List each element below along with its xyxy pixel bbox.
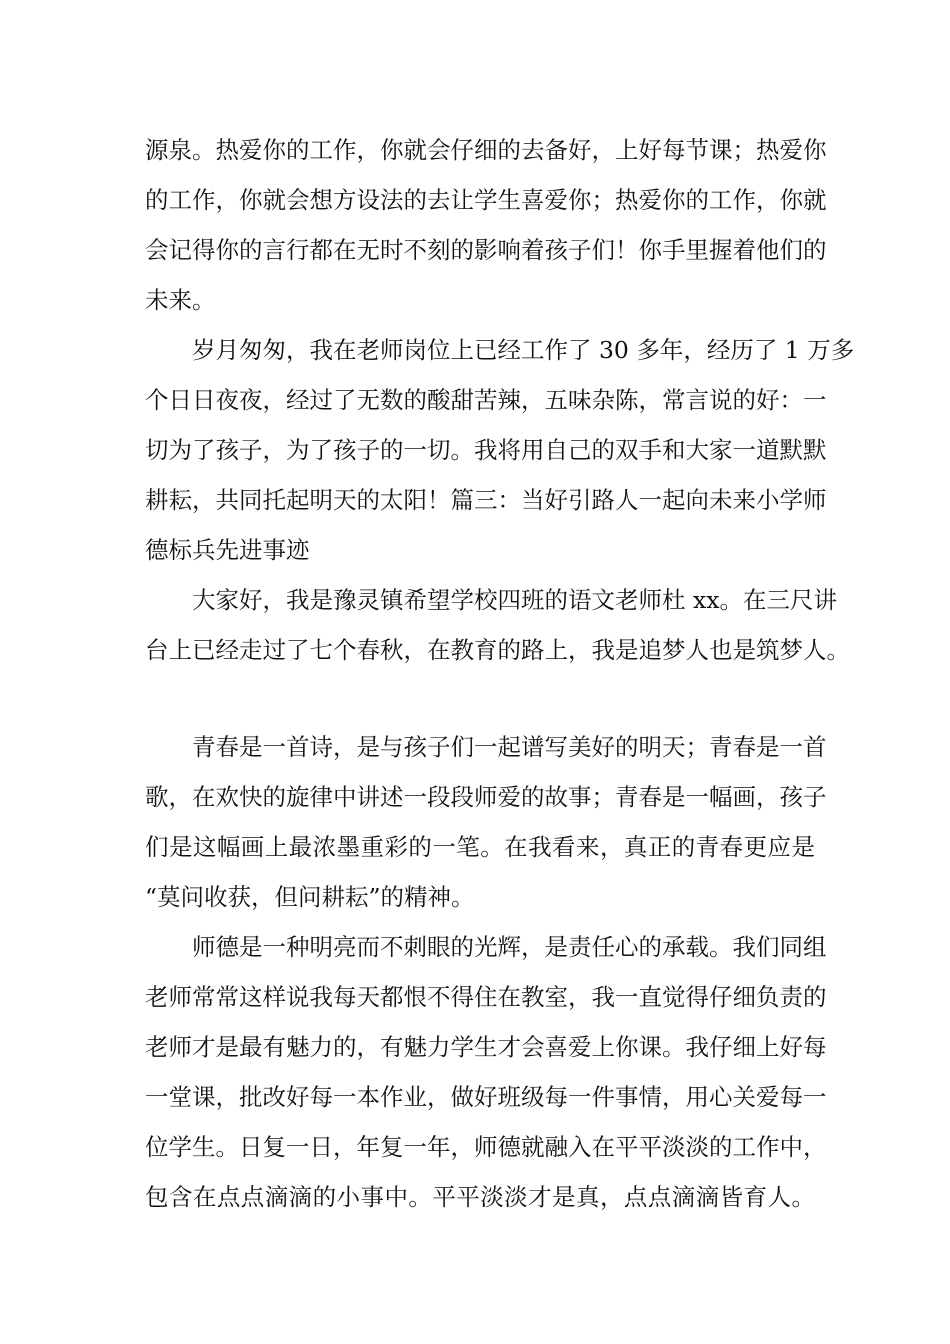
- text-line: 台上已经走过了七个春秋，在教育的路上，我是追梦人也是筑梦人。: [145, 636, 850, 664]
- text-line: 们是这幅画上最浓墨重彩的一笔。在我看来，真正的青春更应是: [145, 833, 815, 861]
- text-line: 会记得你的言行都在无时不刻的影响着孩子们！你手里握着他们的: [145, 236, 827, 264]
- text-line: 老师常常这样说我每天都恨不得住在教室，我一直觉得仔细负责的: [145, 983, 827, 1011]
- text-line: 的工作，你就会想方设法的去让学生喜爱你；热爱你的工作，你就: [145, 186, 827, 214]
- text-line: 青春是一首诗，是与孩子们一起谱写美好的明天；青春是一首: [192, 733, 827, 761]
- text-line: 源泉。热爱你的工作，你就会仔细的去备好，上好每节课；热爱你: [145, 136, 827, 164]
- text-line: “莫问收获，但问耕耘”的精神。: [145, 883, 475, 911]
- text-block-lower: [145, 722, 827, 1222]
- text-line: 师德是一种明亮而不刺眼的光辉，是责任心的承载。我们同组: [192, 933, 827, 961]
- text-line: 德标兵先进事迹: [145, 536, 310, 564]
- text-line: 切为了孩子，为了孩子的一切。我将用自己的双手和大家一道默默: [145, 436, 827, 464]
- text-line: 未来。: [145, 286, 216, 314]
- text-line: 耕耘，共同托起明天的太阳！篇三：当好引路人一起向未来小学师: [145, 486, 827, 514]
- text-line: 岁月匆匆，我在老师岗位上已经工作了 30 多年，经历了 1 万多: [192, 336, 855, 364]
- text-line: 歌，在欢快的旋律中讲述一段段师爱的故事；青春是一幅画，孩子: [145, 783, 827, 811]
- text-line: 位学生。日复一日，年复一年，师德就融入在平平淡淡的工作中，: [145, 1133, 827, 1161]
- text-line: 个日日夜夜，经过了无数的酸甜苦辣，五味杂陈，常言说的好：一: [145, 386, 827, 414]
- text-line: 大家好，我是豫灵镇希望学校四班的语文老师杜 xx。在三尺讲: [192, 586, 837, 614]
- text-line: 老师才是最有魅力的，有魅力学生才会喜爱上你课。我仔细上好每: [145, 1033, 827, 1061]
- text-line: 包含在点点滴滴的小事中。平平淡淡才是真，点点滴滴皆育人。: [145, 1183, 815, 1211]
- text-line: 一堂课，批改好每一本作业，做好班级每一件事情，用心关爱每一: [145, 1083, 827, 1111]
- text-block-upper: [145, 125, 855, 675]
